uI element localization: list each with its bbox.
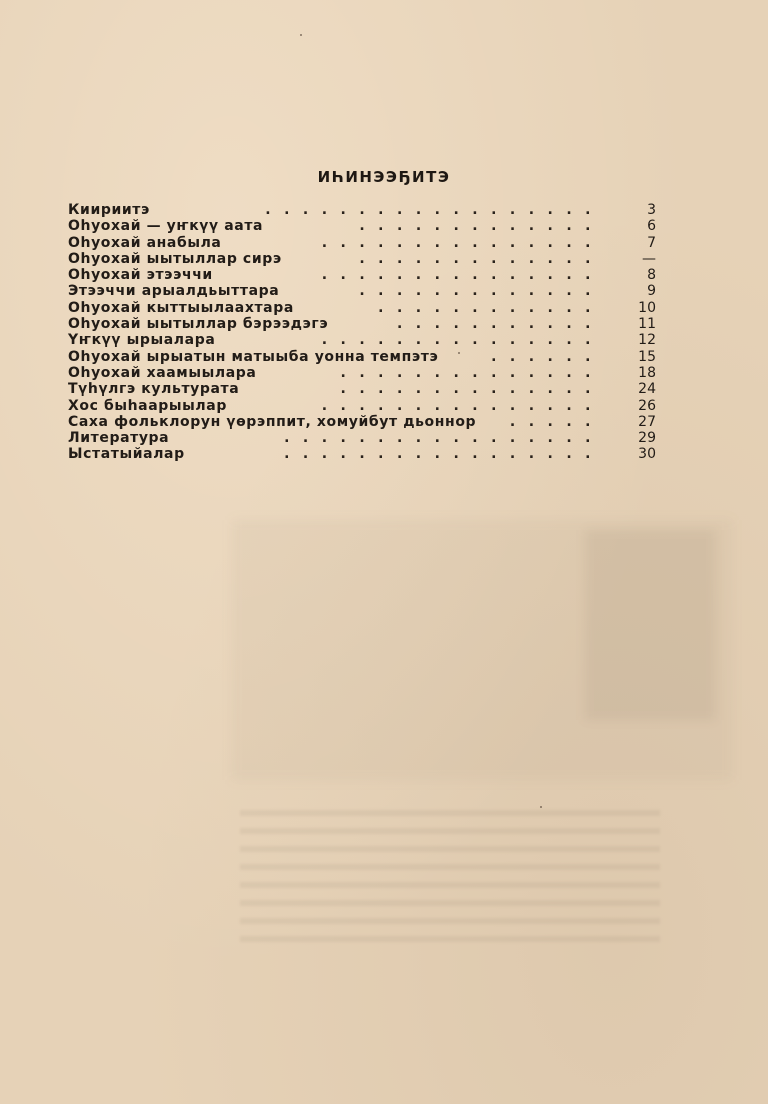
bleed-through-text	[240, 810, 660, 950]
toc-entry	[68, 300, 656, 316]
toc-entry-label: Оһуохай ыытыллар сирэ	[68, 250, 282, 267]
dot-leader: .............	[359, 250, 604, 267]
dot-leader: .....	[509, 413, 604, 430]
paper-speck	[540, 806, 542, 808]
toc-entry-label: Түһүлгэ культурата	[68, 381, 240, 398]
toc-entry-page: 9	[647, 283, 656, 300]
toc-entry-page: —	[642, 250, 656, 267]
toc-entry	[68, 398, 656, 414]
toc-entry-page: 29	[638, 430, 656, 447]
dot-leader: ..................	[265, 202, 604, 218]
toc-entry-page: 3	[647, 202, 656, 218]
toc-entry-label: Оһуохай — уҥкүү аата	[68, 218, 264, 235]
dot-leader: ..............	[340, 364, 604, 381]
toc-entry-page: 7	[647, 234, 656, 251]
dot-leader: ...............	[321, 234, 604, 251]
toc-entry-label: Оһуохай ыытыллар бэрээдэгэ	[68, 316, 329, 333]
page-title: ИҺИНЭЭҔИТЭ	[317, 168, 451, 186]
toc-entry	[68, 414, 656, 430]
toc-entry-page: 6	[647, 218, 656, 235]
toc-entry	[68, 332, 656, 348]
toc-entry-page: 24	[638, 381, 656, 398]
toc-entry-label: Ыстатыйалар	[68, 446, 185, 463]
dot-leader: ..............	[340, 381, 604, 398]
toc-entry-page: 27	[638, 413, 656, 430]
toc-entry	[68, 430, 656, 446]
toc-entry	[68, 218, 656, 234]
toc-entry-label: Литература	[68, 430, 170, 447]
toc-entry	[68, 235, 656, 251]
dot-leader: ...............	[321, 332, 604, 349]
toc-entry	[68, 446, 656, 462]
toc-entry-page: 10	[638, 299, 656, 316]
toc-entry	[68, 349, 656, 365]
bleed-through-image	[585, 530, 715, 720]
toc-entry-label: Киириитэ	[68, 202, 150, 218]
toc-entry	[68, 283, 656, 299]
toc-entry-page: 30	[638, 446, 656, 463]
toc-entry-page: 15	[638, 348, 656, 365]
toc-entry-label: Хос быһаарыылар	[68, 397, 227, 414]
paper-speck	[458, 352, 460, 354]
toc-entry-label: Оһуохай ырыатын матыыба уонна темпэтэ	[68, 348, 439, 365]
toc-entry-label: Оһуохай кыттыылаахтара	[68, 299, 294, 316]
toc-entry-page: 8	[647, 267, 656, 284]
toc-entry-page: 12	[638, 332, 656, 349]
dot-leader: ...........	[396, 316, 604, 333]
toc-entry	[68, 202, 656, 218]
toc-entry	[68, 267, 656, 283]
table-of-contents	[68, 202, 656, 463]
toc-entry-page: 11	[638, 316, 656, 333]
dot-leader: .............	[359, 283, 604, 300]
toc-entry	[68, 381, 656, 397]
paper-speck	[300, 34, 302, 36]
toc-entry-label: Этээччи арыалдьыттара	[68, 283, 280, 300]
toc-entry-label: Саха фольклорун үөрэппит, хомуйбут дьоннор	[68, 413, 477, 430]
toc-entry-page: 26	[638, 397, 656, 414]
dot-leader: .................	[284, 430, 604, 447]
dot-leader: ...............	[321, 397, 604, 414]
dot-leader: .............	[359, 218, 604, 235]
toc-entry-label: Оһуохай этээччи	[68, 267, 213, 284]
toc-entry	[68, 316, 656, 332]
dot-leader: ......	[491, 348, 604, 365]
toc-entry-label: Оһуохай хаамыылара	[68, 364, 257, 381]
toc-entry-label: Оһуохай анабыла	[68, 234, 222, 251]
toc-entry-page: 18	[638, 364, 656, 381]
dot-leader: ............	[378, 299, 604, 316]
toc-entry	[68, 365, 656, 381]
dot-leader: ...............	[321, 267, 604, 284]
toc-entry-label: Үҥкүү ырыалара	[68, 332, 216, 349]
dot-leader: .................	[284, 446, 604, 463]
toc-entry	[68, 251, 656, 267]
